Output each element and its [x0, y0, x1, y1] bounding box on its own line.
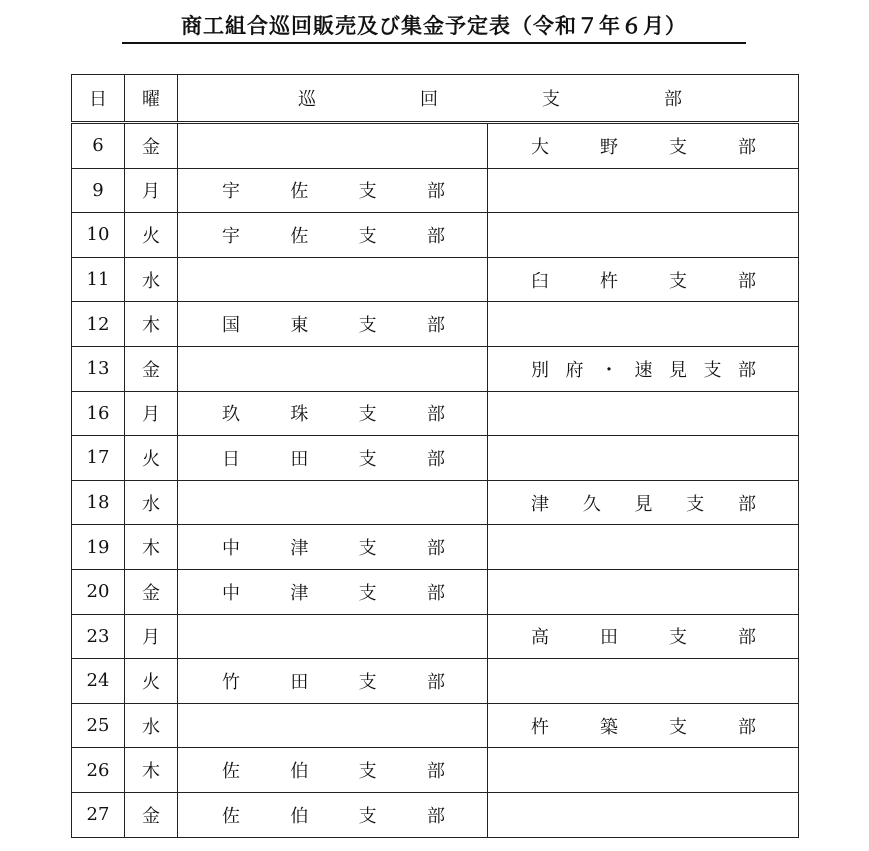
west-branch-cell [178, 480, 488, 525]
day-cell: 17 [72, 436, 125, 481]
branch-name-char: 高 [531, 627, 549, 649]
schedule-table [71, 74, 799, 838]
table-row [72, 436, 799, 481]
branch-name-char: 田 [290, 671, 309, 693]
weekday-cell: 火 [125, 213, 178, 258]
day-cell: 6 [72, 123, 125, 169]
branch-name-char: 伯 [290, 805, 309, 827]
branch-name-char: 見 [669, 359, 687, 381]
table-row [72, 257, 799, 302]
day-cell: 16 [72, 391, 125, 436]
west-branch-cell [178, 168, 488, 213]
table-row [72, 346, 799, 391]
east-branch-cell [488, 346, 799, 391]
branch-name-char: 支 [358, 805, 377, 827]
branch-name-char: ・ [600, 359, 618, 381]
east-branch-cell [488, 480, 799, 525]
branch-name-char: 杵 [531, 716, 549, 738]
day-cell: 26 [72, 748, 125, 793]
branch-name-char: 佐 [290, 225, 309, 247]
east-branch-cell [488, 168, 799, 213]
branch-name-char: 支 [358, 671, 377, 693]
branch-name-char: 大 [531, 136, 549, 158]
branch-name-char: 宇 [222, 225, 240, 247]
west-branch-cell [178, 614, 488, 659]
table-row [72, 792, 799, 837]
table-row [72, 569, 799, 614]
branch-name-char: 支 [358, 404, 377, 426]
table-row [72, 659, 799, 704]
west-branch-cell [178, 792, 488, 837]
day-cell: 20 [72, 569, 125, 614]
branch-name-char: 支 [669, 270, 687, 292]
west-branch-cell [178, 302, 488, 347]
branch-name-char: 支 [669, 627, 687, 649]
branch-name-char: 宇 [222, 181, 240, 203]
branch-name-char: 府 [565, 359, 584, 381]
branch-name-char: 田 [600, 627, 618, 649]
table-row [72, 302, 799, 347]
branch-name-char: 支 [358, 582, 377, 604]
branch-name-char: 支 [669, 716, 687, 738]
table-row [72, 703, 799, 748]
header-route-char: 部 [664, 89, 682, 110]
day-cell: 18 [72, 480, 125, 525]
branch-name-char: 野 [600, 136, 618, 158]
weekday-cell: 木 [125, 302, 178, 347]
day-cell: 25 [72, 703, 125, 748]
weekday-cell: 火 [125, 436, 178, 481]
header-route-char: 巡 [298, 89, 316, 110]
branch-name-char: 支 [358, 225, 377, 247]
branch-name-char: 部 [426, 761, 445, 783]
branch-name-char: 部 [426, 225, 445, 247]
weekday-cell: 木 [125, 748, 178, 793]
branch-name-char: 部 [426, 805, 445, 827]
branch-name-char: 玖 [222, 404, 240, 426]
day-cell: 24 [72, 659, 125, 704]
weekday-cell: 水 [125, 257, 178, 302]
branch-name-char: 佐 [222, 761, 240, 783]
branch-name-char: 部 [426, 582, 445, 604]
weekday-cell: 水 [125, 703, 178, 748]
west-branch-cell [178, 213, 488, 258]
west-branch-cell [178, 525, 488, 570]
day-cell: 23 [72, 614, 125, 659]
east-branch-cell [488, 614, 799, 659]
east-branch-cell [488, 525, 799, 570]
weekday-cell: 月 [125, 391, 178, 436]
header-weekday: 曜 [125, 75, 178, 123]
west-branch-cell [178, 659, 488, 704]
day-cell: 13 [72, 346, 125, 391]
branch-name-char: 部 [426, 671, 445, 693]
header-route-char: 支 [542, 89, 560, 110]
day-cell: 10 [72, 213, 125, 258]
weekday-cell: 木 [125, 525, 178, 570]
day-cell: 19 [72, 525, 125, 570]
branch-name-char: 支 [358, 315, 377, 337]
branch-name-char: 津 [290, 538, 309, 560]
branch-name-char: 津 [531, 493, 549, 515]
table-row [72, 480, 799, 525]
branch-name-char: 支 [669, 136, 687, 158]
weekday-cell: 火 [125, 659, 178, 704]
west-branch-cell [178, 257, 488, 302]
west-branch-cell [178, 391, 488, 436]
branch-name-char: 国 [222, 315, 240, 337]
east-branch-cell [488, 123, 799, 169]
west-branch-cell [178, 569, 488, 614]
branch-name-char: 部 [738, 493, 756, 515]
weekday-cell: 金 [125, 123, 178, 169]
weekday-cell: 水 [125, 480, 178, 525]
branch-name-char: 津 [290, 582, 309, 604]
east-branch-cell [488, 302, 799, 347]
table-row [72, 391, 799, 436]
east-branch-cell [488, 436, 799, 481]
table-row [72, 614, 799, 659]
branch-name-char: 中 [222, 538, 240, 560]
header-route-char: 回 [420, 89, 438, 110]
branch-name-char: 久 [582, 493, 601, 515]
east-branch-cell [488, 569, 799, 614]
east-branch-cell [488, 748, 799, 793]
weekday-cell: 月 [125, 614, 178, 659]
header-route-branch [178, 75, 799, 123]
east-branch-cell [488, 257, 799, 302]
branch-name-char: 別 [531, 359, 549, 381]
table-row [72, 748, 799, 793]
branch-name-char: 竹 [222, 671, 240, 693]
branch-name-char: 杵 [600, 270, 618, 292]
branch-name-char: 支 [686, 493, 705, 515]
west-branch-cell [178, 123, 488, 169]
branch-name-char: 築 [600, 716, 618, 738]
branch-name-char: 部 [738, 627, 756, 649]
east-branch-cell [488, 792, 799, 837]
branch-name-char: 部 [426, 538, 445, 560]
branch-name-char: 中 [222, 582, 240, 604]
branch-name-char: 部 [738, 270, 756, 292]
branch-name-char: 支 [358, 761, 377, 783]
west-branch-cell [178, 436, 488, 481]
west-branch-cell [178, 346, 488, 391]
header-day: 日 [72, 75, 125, 123]
branch-name-char: 速 [634, 359, 653, 381]
table-row [72, 525, 799, 570]
branch-name-char: 支 [358, 181, 377, 203]
east-branch-cell [488, 703, 799, 748]
table-row [72, 123, 799, 169]
branch-name-char: 部 [426, 448, 445, 470]
branch-name-char: 臼 [531, 270, 549, 292]
branch-name-char: 見 [634, 493, 653, 515]
branch-name-char: 日 [222, 448, 240, 470]
branch-name-char: 部 [426, 181, 445, 203]
branch-name-char: 東 [290, 315, 309, 337]
east-branch-cell [488, 659, 799, 704]
branch-name-char: 珠 [290, 404, 309, 426]
branch-name-char: 佐 [222, 805, 240, 827]
east-branch-cell [488, 213, 799, 258]
weekday-cell: 金 [125, 569, 178, 614]
branch-name-char: 支 [358, 538, 377, 560]
table-row [72, 213, 799, 258]
weekday-cell: 金 [125, 792, 178, 837]
branch-name-char: 田 [290, 448, 309, 470]
west-branch-cell [178, 748, 488, 793]
weekday-cell: 金 [125, 346, 178, 391]
branch-name-char: 部 [426, 404, 445, 426]
document-title: 商工組合巡回販売及び集金予定表（令和７年６月） [122, 12, 746, 44]
weekday-cell: 月 [125, 168, 178, 213]
east-branch-cell [488, 391, 799, 436]
branch-name-char: 部 [426, 315, 445, 337]
header-row [72, 75, 799, 123]
branch-name-char: 部 [738, 359, 756, 381]
branch-name-char: 支 [703, 359, 722, 381]
day-cell: 27 [72, 792, 125, 837]
day-cell: 9 [72, 168, 125, 213]
west-branch-cell [178, 703, 488, 748]
branch-name-char: 伯 [290, 761, 309, 783]
branch-name-char: 支 [358, 448, 377, 470]
table-row [72, 168, 799, 213]
branch-name-char: 部 [738, 136, 756, 158]
day-cell: 12 [72, 302, 125, 347]
day-cell: 11 [72, 257, 125, 302]
branch-name-char: 部 [738, 716, 756, 738]
branch-name-char: 佐 [290, 181, 309, 203]
